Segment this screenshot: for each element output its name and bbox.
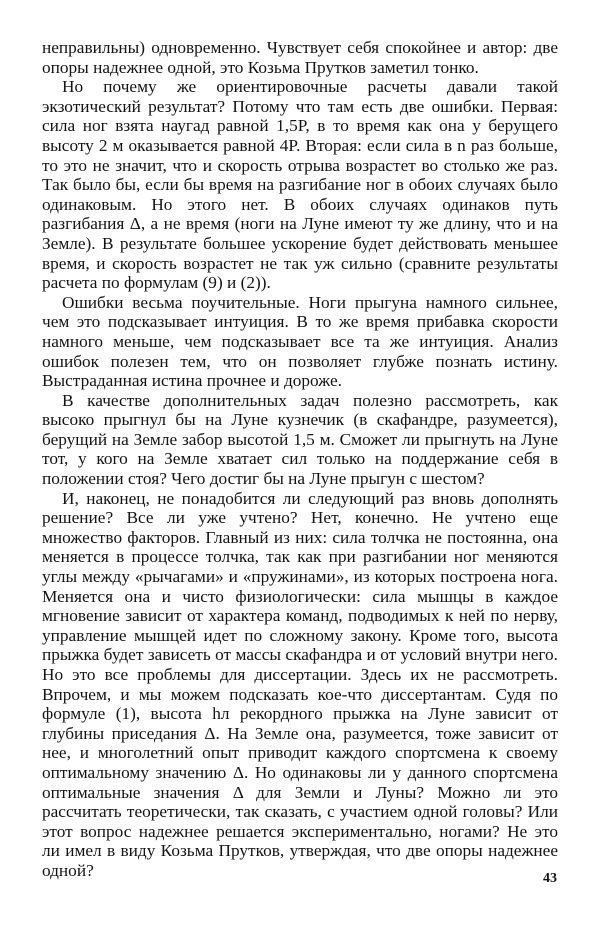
paragraph-1: неправильны) одновременно. Чувствует себя спокойнее и автор: две опоры надежнее одной, это Козьма Прутков заметил тонко.: [42, 38, 558, 77]
paragraph-4: В качестве дополнительных задач полезно рассмотреть, как высоко прыгнул бы на Луне кузнечик (в скафандре, разумеется), берущий на Земле забор высотой 1,5 м. Сможет ли прыгнуть на Луне тот, у кого на Земле хватает сил только на поддержание себя в положении стоя? Чего достиг бы на Луне прыгун с шестом?: [42, 390, 558, 489]
paragraph-5: И, наконец, не понадобится ли следующий раз вновь дополнять решение? Все ли уже учтено? Нет, конечно. Не учтено еще множество факторов. Главный из них: сила толчка не постоянна, она меняется в процессе толчка, так как при разгибании ног меняются углы между «рычагами» и «пружинами», из которых построена нога. Меняется она и чисто физиологически: сила мышцы в каждое мгновение зависит от характера команд, подводимых к ней по нерву, управление мышцей идет по сложному закону. Кроме того, высота прыжка будет зависеть от массы скафандра и от условий внутри него. Но это все проблемы для диссертации. Здесь их не рассмотреть. Впрочем, и мы можем подсказать кое-что диссертантам. Судя по формуле (1), высота hл рекордного прыжка на Луне зависит от глубины приседания Δ. На Земле она, разумеется, тоже зависит от нее, и многолетний опыт приводит каждого спортсмена к своему оптимальному значению Δ. Но одинаковы ли у данного спортсмена оптимальные значения Δ для Земли и Луны? Можно ли это рассчитать теоретически, так сказать, с участием одной головы? Или этот вопрос надежнее решается экспериментально, ногами? Не это ли имел в виду Козьма Прутков, утверждая, что две опоры надежнее одной?: [42, 488, 558, 880]
paragraph-3: Ошибки весьма поучительные. Ноги прыгуна намного сильнее, чем это подсказывает интуиция. В то же время прибавка скорости намного меньше, чем подсказывает все та же интуиция. Анализ ошибок полезен тем, что он позволяет глубже познать истину. Выстраданная истина прочнее и дороже.: [42, 292, 558, 391]
paragraph-2: Но почему же ориентировочные расчеты давали такой экзотический результат? Потому что там есть две ошибки. Первая: сила ног взята наугад равной 1,5P, в то время как она у берущего высоту 2 м оказывается равной 4P. Вторая: если сила в n раз больше, то это не значит, что и скорость отрыва возрастет во столько же раз. Так было бы, если бы время на разгибание ног в обоих случаях было одинаковым. Но этого нет. В обоих случаях одинаков путь разгибания Δ, а не время (ноги на Луне имеют ту же длину, что и на Земле). В результате большее ускорение будет действовать меньшее время, и скорость возрастет не так уж сильно (сравните результаты расчета по формулам (9) и (2)).: [42, 77, 558, 293]
page-number: 43: [543, 871, 557, 886]
page-body: [42, 38, 558, 881]
